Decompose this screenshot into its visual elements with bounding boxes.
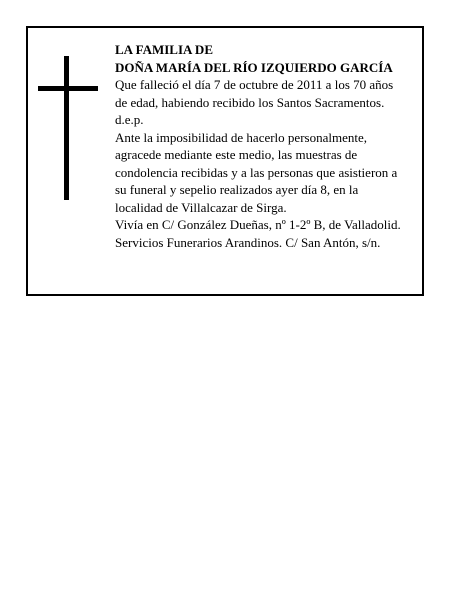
notice-line: Ante la imposibilidad de hacerlo personalmente, [115, 129, 367, 145]
notice-line: condolencia recibidas y a las personas que asistieron a [115, 164, 398, 180]
notice-line: localidad de Villalcazar de Sirga. [115, 199, 287, 215]
notice-heading-family: LA FAMILIA DE [115, 42, 213, 57]
obituary-notice [26, 26, 424, 296]
notice-heading-name: DOÑA MARÍA DEL RÍO IZQUIERDO GARCÍA [115, 59, 393, 75]
latin-cross-icon [38, 56, 98, 200]
notice-line: Vivía en C/ González Dueñas, nº 1-2º B, de Valladolid. [115, 217, 401, 232]
notice-line: de edad, habiendo recibido los Santos Sacramentos. [115, 94, 385, 110]
notice-line: Que falleció el día 7 de octubre de 2011 a los 70 años [115, 77, 394, 92]
notice-text [115, 41, 421, 251]
notice-line: su funeral y sepelio realizados ayer día 8, en la [115, 182, 359, 197]
notice-line: d.e.p. [115, 112, 144, 127]
cross-vertical-bar [64, 56, 69, 200]
cross-horizontal-bar [38, 86, 98, 91]
notice-line: Servicios Funerarios Arandinos. C/ San Antón, s/n. [115, 234, 381, 250]
notice-line: agracede mediante este medio, las muestras de [115, 147, 358, 162]
